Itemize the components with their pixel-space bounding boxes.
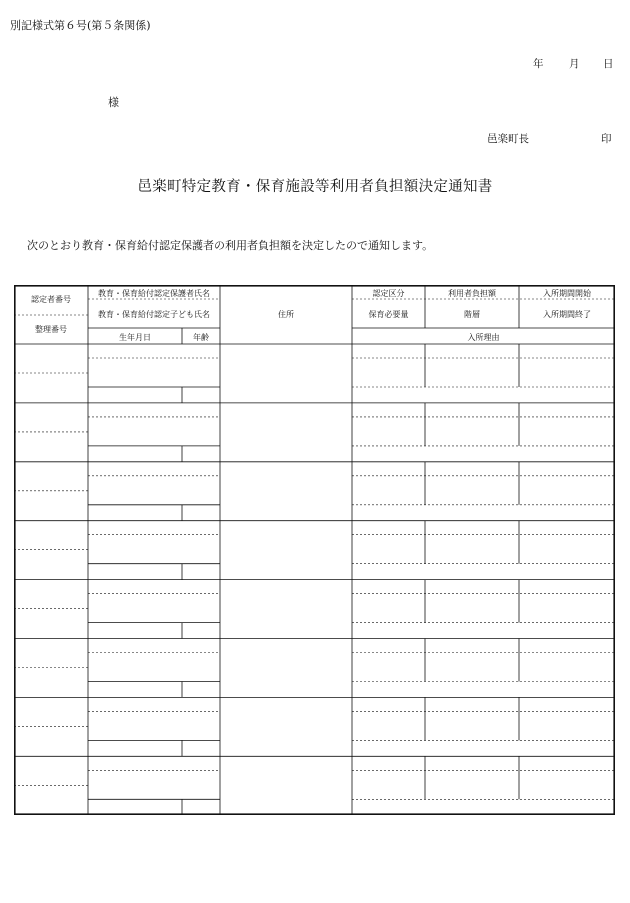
table-outer-border (15, 286, 614, 814)
header-reason: 入所理由 (467, 333, 500, 342)
date-month-label: 月 (569, 58, 580, 70)
header-certification-number: 認定者番号 (31, 295, 71, 304)
header-start-period: 入所期間開始 (543, 289, 591, 298)
header-user-fee: 利用者負担額 (448, 289, 496, 298)
header-management-number: 整理番号 (35, 325, 67, 334)
header-required-care: 保育必要量 (368, 310, 409, 319)
fee-decision-table (14, 285, 615, 815)
header-age: 年齢 (193, 333, 209, 342)
issuer-name: 邑楽町長 (487, 133, 529, 145)
date-year-label: 年 (533, 58, 544, 70)
header-guardian-name: 教育・保育給付認定保護者氏名 (98, 289, 210, 298)
addressee-suffix: 様 (108, 96, 119, 109)
form-number-label: 別記様式第６号(第５条関係) (10, 19, 151, 32)
header-birth-date: 生年月日 (119, 333, 151, 342)
document-title: 邑楽町特定教育・保育施設等利用者負担額決定通知書 (137, 179, 493, 195)
header-address: 住所 (278, 310, 294, 319)
header-certification-category: 認定区分 (372, 289, 405, 298)
header-child-name: 教育・保育給付認定子ども氏名 (98, 310, 210, 319)
notice-body-text: 次のとおり教育・保育給付認定保護者の利用者負担額を決定したので通知します。 (27, 239, 434, 252)
date-day-label: 日 (603, 58, 614, 70)
header-tier: 階層 (464, 310, 480, 319)
header-end-period: 入所期間終了 (543, 310, 591, 319)
table-grid-lines (14, 285, 615, 815)
seal-mark: 印 (601, 133, 612, 145)
